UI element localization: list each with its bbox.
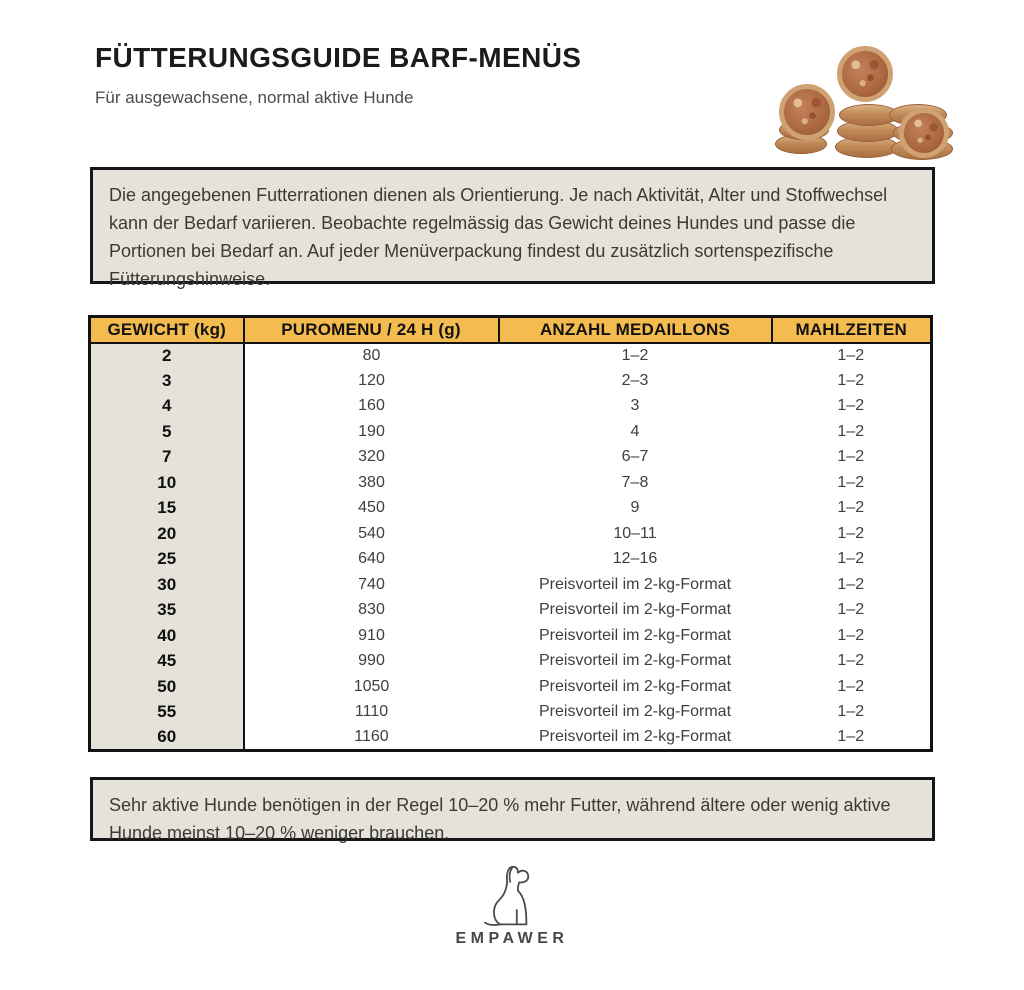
value-cell: 1–2 — [837, 703, 865, 721]
header-medaillons: ANZAHL MEDAILLONS — [499, 317, 772, 343]
medallion-face — [779, 84, 835, 140]
brand-name: EMPAWER — [455, 930, 569, 947]
table-row — [90, 649, 932, 675]
dog-ear — [510, 868, 512, 882]
table-row — [90, 445, 932, 471]
feeding-table-header — [90, 317, 932, 343]
table-row — [90, 470, 932, 496]
weight-cell: 30 — [90, 572, 244, 598]
value-cell: 1–2 — [837, 371, 865, 389]
weight-cell: 3 — [90, 368, 244, 394]
value-cell: 1–2 — [837, 550, 865, 568]
value-cell: Preisvorteil im 2-kg-Format — [538, 575, 732, 593]
weight-cell: 7 — [90, 445, 244, 471]
value-cell: 1–2 — [837, 524, 865, 542]
value-cell: 640 — [358, 550, 385, 568]
weight-cell: 45 — [90, 649, 244, 675]
table-row — [90, 725, 932, 751]
value-cell: 1–2 — [837, 346, 865, 364]
brand-footer — [0, 862, 1024, 948]
weight-cell: 20 — [90, 521, 244, 547]
value-cell: 1–2 — [837, 575, 865, 593]
value-cell: 910 — [358, 626, 385, 644]
header-mahlzeiten: MAHLZEITEN — [772, 317, 932, 343]
feeding-table — [88, 315, 933, 752]
value-cell: 1–2 — [837, 601, 865, 619]
value-cell: Preisvorteil im 2-kg-Format — [538, 728, 732, 745]
weight-cell: 55 — [90, 700, 244, 726]
table-row — [90, 394, 932, 420]
value-cell: 12–16 — [612, 550, 658, 568]
feeding-table-body — [90, 343, 932, 751]
header-row — [90, 317, 932, 343]
value-cell: 380 — [358, 473, 385, 491]
weight-cell: 2 — [90, 343, 244, 369]
value-cell: 2–3 — [621, 371, 649, 389]
header-puromenu: PUROMENU / 24 H (g) — [244, 317, 499, 343]
page-title: FÜTTERUNGSGUIDE BARF-MENÜS — [95, 42, 582, 73]
value-cell: 1–2 — [837, 422, 865, 440]
value-cell: 1–2 — [837, 448, 865, 466]
activity-note-box: Sehr aktive Hunde benötigen in der Regel 10–20 % mehr Futter, während ältere oder wenig aktive Hunde meinst 10–20 % weniger brauchen. — [90, 777, 935, 841]
weight-cell: 35 — [90, 598, 244, 624]
value-cell: 6–7 — [621, 448, 649, 466]
value-cell: 80 — [362, 346, 381, 364]
value-cell: 1–2 — [621, 346, 649, 364]
value-cell: 4 — [630, 422, 640, 440]
value-cell: 740 — [358, 575, 385, 593]
table-row — [90, 496, 932, 522]
table-row — [90, 547, 932, 573]
dog-back — [494, 882, 507, 924]
value-cell: Preisvorteil im 2-kg-Format — [538, 652, 732, 670]
value-cell: 320 — [358, 448, 385, 466]
weight-cell: 40 — [90, 623, 244, 649]
value-cell: 1160 — [354, 728, 389, 745]
table-row — [90, 419, 932, 445]
table-row — [90, 572, 932, 598]
value-cell: 1110 — [354, 703, 389, 721]
value-cell: Preisvorteil im 2-kg-Format — [538, 703, 732, 721]
dog-chest — [518, 891, 526, 925]
value-cell: 1–2 — [837, 499, 865, 517]
value-cell: 1–2 — [837, 397, 865, 415]
header-gewicht: GEWICHT (kg) — [90, 317, 244, 343]
value-cell: 1050 — [353, 677, 390, 695]
table-row — [90, 368, 932, 394]
table-row — [90, 623, 932, 649]
value-cell: 1–2 — [837, 728, 865, 745]
value-cell: 830 — [358, 601, 385, 619]
value-cell: 990 — [358, 652, 385, 670]
dog-outline-icon — [473, 862, 551, 928]
value-cell: 450 — [358, 499, 385, 517]
value-cell: 190 — [358, 422, 385, 440]
value-cell: 7–8 — [621, 473, 649, 491]
barf-medallions-image — [773, 38, 953, 158]
weight-cell: 4 — [90, 394, 244, 420]
weight-cell: 60 — [90, 725, 244, 751]
table-row — [90, 674, 932, 700]
weight-cell: 50 — [90, 674, 244, 700]
value-cell: 1–2 — [837, 677, 865, 695]
value-cell: 10–11 — [613, 524, 657, 542]
value-cell: 1–2 — [837, 473, 865, 491]
value-cell: Preisvorteil im 2-kg-Format — [538, 626, 732, 644]
weight-cell: 25 — [90, 547, 244, 573]
weight-cell: 10 — [90, 470, 244, 496]
intro-note-box: Die angegebenen Futterrationen dienen als Orientierung. Je nach Aktivität, Alter und Stoffwechsel kann der Bedarf variieren. Beobachte regelmässig das Gewicht deines Hundes und passe die Portionen bei Bedarf an. Auf jeder Menüverpackung findest du zusätzlich sortenspezifische Fütterungshinweise. — [90, 167, 935, 284]
table-row — [90, 598, 932, 624]
page-subtitle: Für ausgewachsene, normal aktive Hunde — [95, 88, 414, 107]
value-cell: 3 — [630, 397, 640, 415]
table-row — [90, 521, 932, 547]
value-cell: 540 — [358, 524, 385, 542]
medallion-face — [837, 46, 893, 102]
value-cell: 120 — [358, 371, 385, 389]
value-cell: 160 — [358, 397, 385, 415]
value-cell: 1–2 — [837, 626, 865, 644]
table-row — [90, 343, 932, 369]
weight-cell: 5 — [90, 419, 244, 445]
value-cell: 9 — [630, 499, 640, 517]
value-cell: Preisvorteil im 2-kg-Format — [538, 677, 732, 695]
weight-cell: 15 — [90, 496, 244, 522]
value-cell: Preisvorteil im 2-kg-Format — [538, 601, 732, 619]
value-cell: 1–2 — [837, 652, 865, 670]
table-row — [90, 700, 932, 726]
